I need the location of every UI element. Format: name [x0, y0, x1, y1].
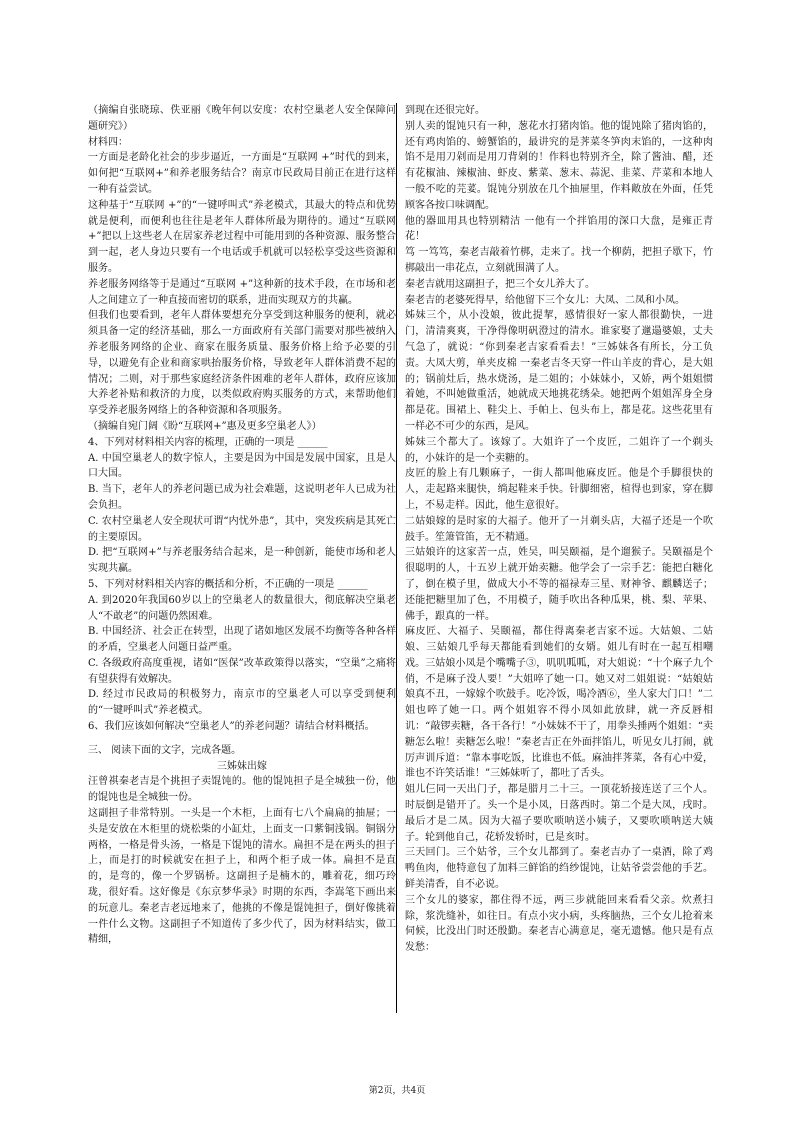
q5-option-c: C. 各级政府高度重视，诸如“医保”改革政策得以落实，“空巢”之痛将有望获得有效解决。: [88, 657, 396, 685]
paragraph: 皮匠的脸上有几颗麻子，一街人都叫他麻皮匠。他是个手脚很快的人，走起路来腿快，绱起鞋来手快。针脚细密，楦得也到家，穿在脚上，不易走样。因此，他生意很好。: [405, 468, 713, 511]
left-column: [88, 103, 396, 948]
column-divider: [396, 103, 397, 1013]
paragraph: 他的器皿用具也特别精洁 一他有一个拌馅用的深口大盘，是雍正青花！: [405, 215, 713, 243]
material-four-heading: 材料四：: [88, 136, 128, 148]
question-5: 5、下列对材料相关内容的概括和分析，不正确的一项是 ______: [88, 578, 368, 590]
paragraph: 秦老吉就用这副担子，把三个女儿养大了。: [405, 278, 595, 290]
paragraph: 秦老吉的老婆死得早，给他留下三个女儿：大凤、二凤和小凤。: [405, 294, 685, 306]
paragraph: 但我们也要看到，老年人群体要想充分享受到这种服务的便利，就必须具备一定的经济基础，那么一方面政府有关部门需要对那些被纳入养老服务网络的企业、商家在服务质量、服务价格上给予必要的引导，以避免有企业和商家哄抬服务价格，导致老年人群体消费不起的情况；二则，对于那些家庭经济条件困难的老年人群体，政府应该加大养老补贴和救济的力度，以类似政府购买服务的方式，来帮助他们享受养老服务网络上的各种资源和各项服务。: [88, 310, 396, 417]
q5-option-a: A. 到2020年我国60岁以上的空巢老人的数量很大，彻底解决空巢老人“不敢老”的问题仍然困难。: [88, 594, 396, 622]
q5-option-d: D. 经过市民政局的积极努力，南京市的空巢老人可以享受到便利的“一键呼叫式”养老模式。: [88, 689, 396, 717]
paragraph: 三天回门。三个姑爷，三个女儿都到了。秦老吉办了一桌酒，除了鸡鸭鱼肉，他特意包了加料三鲜馅的绉纱馄饨，让姑爷尝尝他的手艺。鲜美清香，自不必说。: [405, 847, 713, 891]
paragraph: 二姑娘嫁的是时家的大福子。他开了一爿剃头店，大福子还是一个吹鼓手。笙箫管笛，无不精通。: [405, 515, 713, 543]
paragraph: 姊妹三个都大了。该嫁了。大姐许了一个皮匠，二姐许了一个剃头的，小妹许的是一个卖糖的。: [405, 436, 713, 464]
paragraph: 三个女儿的婆家，都住得不远，两三步就能回来看看父亲。炊煮扫除，浆洗缝补，如往日。有点小灾小病，头疼脑热，三个女儿抢着来伺候，比没出门时还殷勤。秦老吉心满意足，毫无遗憾。他只是有点发愁：: [405, 894, 713, 954]
q4-option-d: D. 把“互联网+”与养老服务结合起来，是一种创新，能使市场和老人实现共赢。: [88, 547, 396, 575]
page-footer: 第2页，共4页: [368, 1086, 426, 1096]
source-note-1: （摘编自张晓琼、佚亚丽《晚年何以安度：农村空巢老人安全保障问题研究》）: [88, 105, 396, 132]
source-note-2: （摘编自宛门阔《盼“互联网+”惠及更多空巢老人》）: [88, 420, 322, 432]
paragraph: 到现在还很完好。: [405, 105, 485, 116]
paragraph: 养老服务网络等于是通过“互联网 +”这种新的技术手段，在市场和老人之间建立了一种直接而密切的联系，进而实现双方的共赢。: [88, 278, 396, 306]
paragraph: 这种基于“互联网 +”的“一键呼叫式”养老模式，其最大的特点和优势就是便利，而便利也往往是老年人群体所最为期待的。通过“互联网+”把以上这些老人在居家养老过程中可能用到的各种资源、服务整合到一起，老人身边只要有一个电话或手机就可以轻松享受这些资源和服务。: [88, 199, 396, 274]
question-6: 6、我们应该如何解决“空巢老人”的养老问题？请结合材料概括。: [88, 721, 375, 733]
q4-option-b: B. 当下，老年人的养老问题已成为社会难题，这说明老年人已成为社会负担。: [88, 484, 396, 511]
q5-option-b: B. 中国经济、社会正在转型，出现了诸如地区发展不均衡等各种各样的矛盾，空巢老人问题日益严重。: [88, 626, 396, 654]
paragraph: 别人卖的馄饨只有一种，葱花水打猪肉馅。他的馄饨除了猪肉馅的，还有鸡肉馅的、螃蟹馅的，最讲究的是荠菜冬笋肉末馅的，一这种肉馅不是用刀剁而是用刀背剁的！作料也特别齐全，除了酱油、醋，还有花椒油、辣椒油、虾皮、紫菜、葱末、蒜泥、韭菜、芹菜和本地人一般不吃的芫荽。馄饨分别放在几个抽屉里，作料敞放在外面，任凭顾客各按口味调配。: [405, 120, 713, 211]
paragraph: 笃 一笃笃，秦老吉敲着竹梆，走来了。找一个柳荫，把担子歇下，竹梆敲出一串花点，立刻就围满了人。: [405, 247, 713, 274]
q4-option-a: A. 中国空巢老人的数字惊人，主要是因为中国是发展中国家，且是人口大国。: [88, 452, 396, 480]
paragraph: 姐儿仨同一天出门子，都是腊月二十三。一顶花轿接连送了三个人。时辰倒是错开了。头一个是小凤，日落西时。第二个是大凤，戌时。最后才是二凤。因为大福子要吹唢呐送小姨子，又要吹唢呐送大姨子。轮到他自己，花轿发轿时，已是亥时。: [405, 784, 713, 843]
right-column: [405, 103, 713, 956]
story-title: 三姊妹出嫁: [217, 760, 267, 772]
paragraph: 麻皮匠、大福子、吴颐福，都住得离秦老吉家不远。大姑娘、二姑娘、三姑娘几乎每天都能看到她们的女婿。姐儿有时在一起互相嘲戏。三姑娘小凤是个嘴嘴子③，叽叽呱呱，对大姐说：“十个麻子九个俏，不是麻子没人要！”大姐啐了她一口。她又对二姐姐说：“姑娘姑娘真不丑，一嫁嫁个吹鼓手。吃冷饭，喝冷酒⑥，坐人家大门口！”二姐也啐了她一口。两个姐姐容不得小凤如此放肆，就一齐反唇相讥：“敲锣卖糖，各干各行！”小妹妹不干了，用拳头捶两个姐姐：“卖糖怎么啦！卖糖怎么啦！”秦老吉正在外面拌馅儿，听见女儿打闹，就厉声训斥道：“靠本事吃饭，比谁也不低。麻油拌荠菜，各有心中爱，谁也不许笑话谁！”三姊妹听了，都吐了舌头。: [405, 626, 713, 780]
paragraph: 一方面是老龄化社会的步步逼近，一方面是“互联网 +”时代的到来，如何把“互联网+”和养老服务结合？南京市民政局目前正在进行这样一种有益尝试。: [88, 152, 396, 195]
section-three-heading: 三、 阅读下面的文字，完成各题。: [88, 744, 242, 756]
q4-option-c: C. 农村空巢老人安全现状可谓“内忧外患”，其中，突发疾病是其死亡的主要原因。: [88, 515, 396, 543]
paragraph: 姊妹三个，从小没娘，彼此提挈，感情很好一家人都很勤快，一进门，清清爽爽，干净得像明矾澄过的清水。谁家娶了邋遢婆娘，丈夫气急了，就说：“你到秦老吉家看看去！”三姊妹各有所长，分工负责。大凤大剪，单夹皮棉 一秦老吉冬天穿一件山羊皮的背心，是大姐的；锅前灶后，热水烧汤，是二姐的；小妹妹小，又娇，两个姐姐惯着她，不叫她做重活，她就成天地挑花绣朵。她把两个姐姐浑身全身都是花。围裙上、鞋尖上、手帕上、包头布上，都是花。这些花里有一样必不可少的东西，是风。: [405, 310, 713, 432]
paragraph: 三姑娘许的这家苦一点，姓吴，叫吴颐福，是个遛猴子。吴颐福是个很聪明的人，十五岁上就开始卖糖。他学会了一宗手艺：能把白糖化了，倒在模子里，做成大小不等的福禄寿三星、财神爷、麒麟送子；还能把糖里加了色，不用模子，随手吹出各种瓜果，桃、梨、苹果、佛手，跟真的一样。: [405, 547, 713, 622]
paragraph: 汪曾祺秦老吉是个挑担子卖馄饨的。他的馄饨担子是全城独一份，他的馄饨也是全城独一份。: [88, 776, 396, 804]
paragraph: 这副担子非常特别。一头是一个木柜，上面有七八个扁扁的抽屉；一头是安放在木柜里的烧松柴的小缸灶，上面支一口紫铜浅锅。铜锅分两格，一格是骨头汤，一格是下馄饨的清水。扁担不是在两头的担子上，而是打的时候就安在担子上，和两个柜子成一体。扁担不是直的，是弯的，像一个罗锅桥。这副担子是楠木的，雕着花，细巧玲珑，很好看。这好像是《东京梦华录》时期的东西，李嵩笔下画出来的玩意儿。秦老吉老远地来了，他挑的不像是馄饨担子，倒好像挑着一件什么文物。这副担子不知道传了多少代了，因为材料结实，做工精细，: [88, 808, 396, 946]
question-4: 4、下列对材料相关内容的梳理，正确的一项是 ______: [88, 436, 328, 448]
